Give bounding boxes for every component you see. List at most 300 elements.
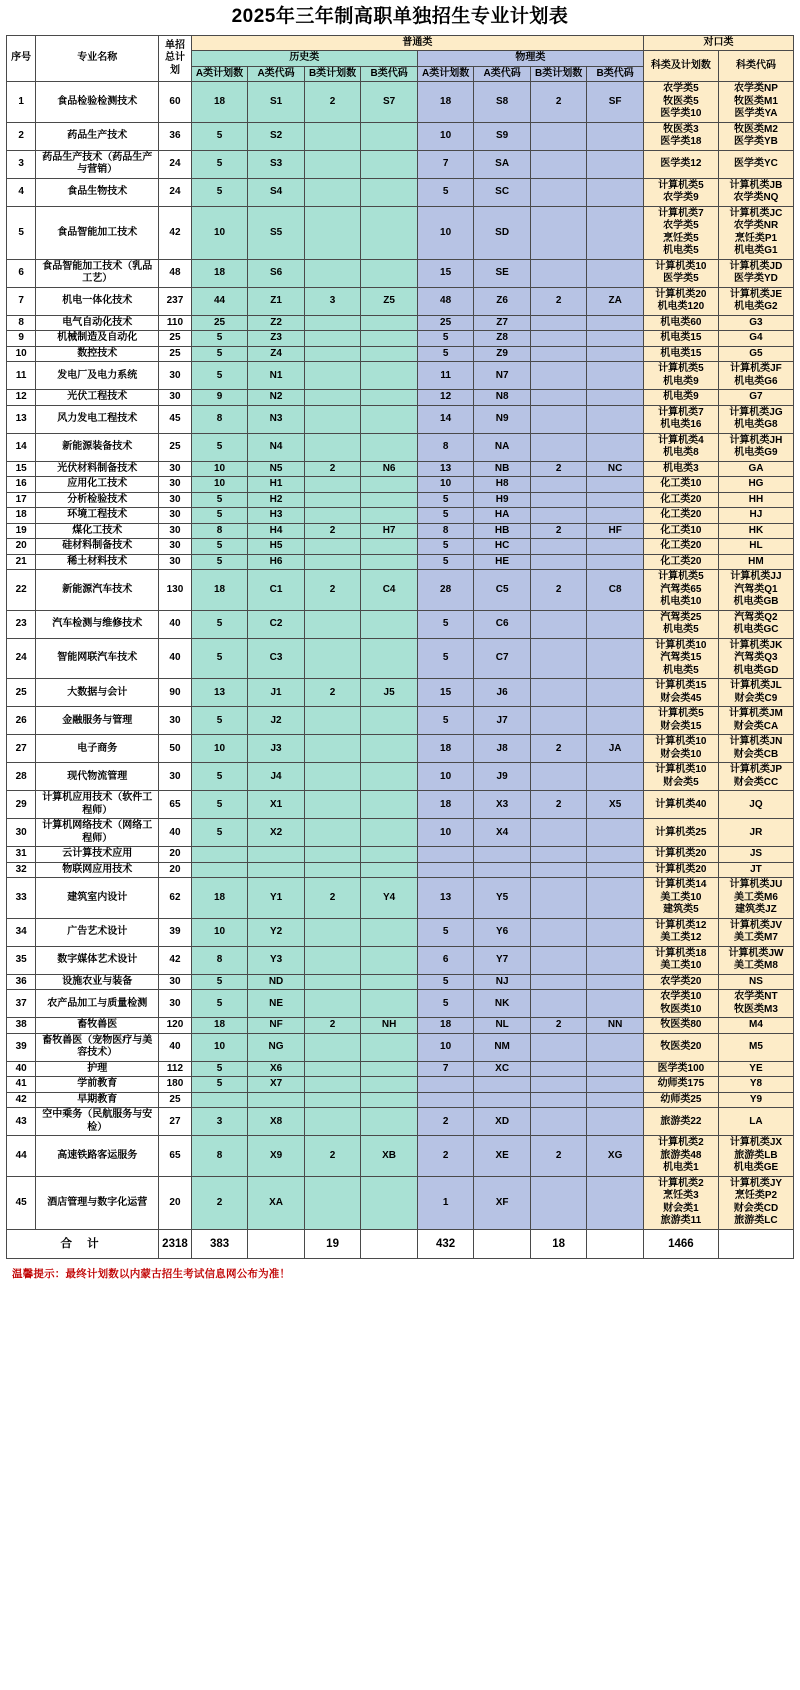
duikou-line: G4: [749, 332, 763, 344]
history-a-code: NF: [248, 1018, 305, 1034]
duikou-plan: [643, 1136, 718, 1177]
major-name: 分析检验技术: [36, 492, 159, 508]
history-a-code: N2: [248, 390, 305, 406]
physics-a-plan: 8: [417, 523, 474, 539]
duikou-code: [718, 1033, 793, 1061]
duikou-line: 美工类M7: [734, 932, 778, 944]
duikou-plan: [643, 390, 718, 406]
duikou-line: 幼师类175: [657, 1078, 705, 1090]
duikou-plan: [643, 1176, 718, 1229]
row-index: 21: [7, 554, 36, 570]
history-a-code: X8: [248, 1108, 305, 1136]
total-plan: 65: [159, 791, 192, 819]
row-index: 7: [7, 287, 36, 315]
total-plan: 180: [159, 1077, 192, 1093]
duikou-code: [718, 1061, 793, 1077]
total-plan: 27: [159, 1108, 192, 1136]
physics-b-code: [587, 178, 644, 206]
row-index: 5: [7, 206, 36, 259]
physics-a-plan: 13: [417, 461, 474, 477]
table-row: [7, 287, 794, 315]
duikou-line: 化工类20: [660, 493, 702, 505]
duikou-code: [718, 346, 793, 362]
duikou-code: [718, 763, 793, 791]
duikou-line: 计算机类JB: [729, 179, 783, 191]
physics-b-plan: 2: [530, 791, 587, 819]
physics-a-code: [474, 1077, 531, 1093]
total-history-b: 19: [304, 1229, 361, 1258]
row-index: 20: [7, 539, 36, 555]
duikou-line: 化工类20: [660, 555, 702, 567]
duikou-line: 机电类15: [660, 332, 702, 344]
history-b-plan: [304, 638, 361, 679]
major-name: 护理: [36, 1061, 159, 1077]
physics-a-plan: 1: [417, 1176, 474, 1229]
total-plan: 30: [159, 508, 192, 524]
history-a-code: ND: [248, 974, 305, 990]
physics-a-code: X4: [474, 819, 531, 847]
major-name: 光伏工程技术: [36, 390, 159, 406]
duikou-code: [718, 461, 793, 477]
duikou-line: 烹饪类3: [663, 1190, 699, 1202]
physics-a-code: N7: [474, 362, 531, 390]
history-a-plan: 2: [191, 1176, 248, 1229]
duikou-line: 汽驾类65: [660, 583, 702, 595]
duikou-line: 美工类10: [660, 891, 702, 903]
duikou-plan: [643, 679, 718, 707]
duikou-line: 计算机类15: [655, 680, 707, 692]
duikou-line: 计算机类20: [655, 863, 707, 875]
history-a-code: S3: [248, 150, 305, 178]
duikou-plan: [643, 331, 718, 347]
duikou-line: 计算机类7: [658, 207, 704, 219]
physics-b-code: [587, 974, 644, 990]
history-b-plan: [304, 946, 361, 974]
physics-a-plan: 12: [417, 390, 474, 406]
history-b-plan: 2: [304, 461, 361, 477]
duikou-line: 农学类5: [663, 220, 699, 232]
table-row: [7, 1033, 794, 1061]
table-row: [7, 405, 794, 433]
history-a-plan: 5: [191, 707, 248, 735]
physics-b-plan: [530, 433, 587, 461]
total-plan: 30: [159, 362, 192, 390]
duikou-line: 医学类10: [660, 108, 702, 120]
physics-a-code: SD: [474, 206, 531, 259]
total-plan: 25: [159, 346, 192, 362]
history-a-code: J1: [248, 679, 305, 707]
row-index: 9: [7, 331, 36, 347]
physics-b-code: [587, 477, 644, 493]
physics-b-code: [587, 405, 644, 433]
physics-a-code: Z9: [474, 346, 531, 362]
table-header: [7, 35, 794, 82]
physics-a-plan: 10: [417, 819, 474, 847]
duikou-code: [718, 990, 793, 1018]
physics-a-code: HB: [474, 523, 531, 539]
total-plan: 48: [159, 259, 192, 287]
duikou-line: 计算机类JJ: [730, 571, 782, 583]
history-a-code: X6: [248, 1061, 305, 1077]
history-b-plan: [304, 477, 361, 493]
physics-a-plan: 5: [417, 346, 474, 362]
enrollment-plan-table: [6, 35, 794, 1259]
total-plan: 45: [159, 405, 192, 433]
physics-a-plan: 10: [417, 206, 474, 259]
history-a-code: Y2: [248, 918, 305, 946]
duikou-plan: [643, 974, 718, 990]
history-a-code: Z1: [248, 287, 305, 315]
row-index: 34: [7, 918, 36, 946]
physics-b-plan: [530, 390, 587, 406]
duikou-plan: [643, 1018, 718, 1034]
history-a-plan: 5: [191, 974, 248, 990]
physics-b-plan: [530, 990, 587, 1018]
physics-b-plan: [530, 1176, 587, 1229]
physics-a-plan: 10: [417, 477, 474, 493]
total-plan: 30: [159, 477, 192, 493]
duikou-code: [718, 508, 793, 524]
table-row: [7, 259, 794, 287]
history-a-plan: 5: [191, 539, 248, 555]
total-plan: 30: [159, 554, 192, 570]
duikou-plan: [643, 492, 718, 508]
total-plan: 25: [159, 433, 192, 461]
duikou-plan: [643, 946, 718, 974]
history-a-plan: 5: [191, 1077, 248, 1093]
duikou-line: HK: [748, 524, 764, 536]
table-body: [7, 82, 794, 1230]
physics-b-code: [587, 1061, 644, 1077]
physics-a-plan: 5: [417, 610, 474, 638]
major-name: 机械制造及自动化: [36, 331, 159, 347]
duikou-plan: [643, 362, 718, 390]
history-b-code: [361, 122, 418, 150]
physics-b-plan: 2: [530, 523, 587, 539]
major-name: 环境工程技术: [36, 508, 159, 524]
physics-b-plan: [530, 508, 587, 524]
total-plan: 25: [159, 1092, 192, 1108]
major-name: 设施农业与装备: [36, 974, 159, 990]
table-row: [7, 523, 794, 539]
table-row: [7, 346, 794, 362]
history-b-plan: [304, 974, 361, 990]
physics-b-plan: [530, 122, 587, 150]
header-physics-b-code: B类代码: [587, 66, 644, 82]
physics-b-plan: [530, 315, 587, 331]
physics-a-plan: 5: [417, 508, 474, 524]
physics-b-plan: 2: [530, 1136, 587, 1177]
duikou-line: 医学类YC: [734, 158, 778, 170]
row-index: 31: [7, 847, 36, 863]
physics-b-code: [587, 492, 644, 508]
duikou-line: HL: [749, 540, 763, 552]
history-a-code: J3: [248, 735, 305, 763]
total-plan: 110: [159, 315, 192, 331]
history-b-plan: [304, 791, 361, 819]
duikou-line: HG: [748, 478, 764, 490]
table-row: [7, 362, 794, 390]
physics-a-code: H8: [474, 477, 531, 493]
row-index: 25: [7, 679, 36, 707]
history-a-code: H6: [248, 554, 305, 570]
major-name: 大数据与会计: [36, 679, 159, 707]
total-plan: 130: [159, 570, 192, 611]
history-b-code: [361, 610, 418, 638]
table-row: [7, 331, 794, 347]
total-label: 合 计: [7, 1229, 159, 1258]
header-total-line2: 总计划: [164, 52, 185, 76]
physics-b-code: [587, 763, 644, 791]
duikou-line: 建筑类5: [663, 904, 699, 916]
history-a-plan: 18: [191, 878, 248, 919]
duikou-line: 化工类10: [660, 524, 702, 536]
duikou-line: 牧医类M3: [734, 1003, 778, 1015]
history-a-code: Z2: [248, 315, 305, 331]
duikou-line: 医学类5: [663, 273, 699, 285]
physics-a-code: XC: [474, 1061, 531, 1077]
total-plan: 30: [159, 974, 192, 990]
history-b-plan: [304, 433, 361, 461]
table-row: [7, 819, 794, 847]
history-a-plan: 5: [191, 433, 248, 461]
physics-a-plan: [417, 1092, 474, 1108]
history-a-code: NE: [248, 990, 305, 1018]
table-row: [7, 679, 794, 707]
table-row: [7, 735, 794, 763]
duikou-line: 烹饪类P1: [734, 232, 778, 244]
duikou-code: [718, 570, 793, 611]
duikou-plan: [643, 433, 718, 461]
physics-a-plan: 5: [417, 990, 474, 1018]
row-index: 45: [7, 1176, 36, 1229]
total-plan: 60: [159, 82, 192, 123]
duikou-line: 机电类16: [660, 419, 702, 431]
history-b-plan: 2: [304, 679, 361, 707]
physics-a-code: XE: [474, 1136, 531, 1177]
duikou-code: [718, 554, 793, 570]
major-name: 机电一体化技术: [36, 287, 159, 315]
total-plan: 42: [159, 946, 192, 974]
major-name: 智能网联汽车技术: [36, 638, 159, 679]
physics-b-code: [587, 679, 644, 707]
total-plan: 24: [159, 150, 192, 178]
major-name: 农产品加工与质量检测: [36, 990, 159, 1018]
physics-b-code: HF: [587, 523, 644, 539]
physics-a-code: C7: [474, 638, 531, 679]
history-b-code: [361, 1033, 418, 1061]
physics-b-code: ZA: [587, 287, 644, 315]
physics-a-code: C6: [474, 610, 531, 638]
total-row: [7, 1229, 794, 1258]
duikou-line: JR: [749, 826, 763, 838]
duikou-line: 机电类G2: [734, 301, 778, 313]
history-a-plan: 5: [191, 763, 248, 791]
physics-b-plan: [530, 1092, 587, 1108]
physics-b-plan: [530, 847, 587, 863]
physics-b-plan: [530, 974, 587, 990]
duikou-line: 机电类G6: [734, 375, 778, 387]
duikou-line: 计算机类JX: [729, 1137, 783, 1149]
duikou-line: 计算机类JY: [729, 1177, 783, 1189]
history-b-code: [361, 315, 418, 331]
physics-a-plan: 5: [417, 918, 474, 946]
physics-a-code: NA: [474, 433, 531, 461]
header-history-b-code: B类代码: [361, 66, 418, 82]
physics-b-code: [587, 315, 644, 331]
physics-b-code: [587, 346, 644, 362]
major-name: 稀土材料技术: [36, 554, 159, 570]
history-a-plan: 18: [191, 570, 248, 611]
history-b-code: [361, 735, 418, 763]
history-b-code: [361, 346, 418, 362]
duikou-line: 计算机类JK: [729, 639, 783, 651]
row-index: 15: [7, 461, 36, 477]
total-plan: 20: [159, 1176, 192, 1229]
physics-b-code: C8: [587, 570, 644, 611]
duikou-line: 化工类20: [660, 540, 702, 552]
duikou-line: 医学类12: [660, 158, 702, 170]
history-b-code: [361, 707, 418, 735]
table-row: [7, 433, 794, 461]
duikou-code: [718, 1092, 793, 1108]
duikou-line: 农学类NP: [734, 83, 778, 95]
history-b-code: [361, 390, 418, 406]
table-row: [7, 508, 794, 524]
header-index: 序号: [7, 35, 36, 82]
duikou-line: 医学类18: [660, 136, 702, 148]
history-b-plan: [304, 1092, 361, 1108]
row-index: 11: [7, 362, 36, 390]
major-name: 畜牧兽医（宠物医疗与美容技术）: [36, 1033, 159, 1061]
header-history-a-plan: A类计划数: [191, 66, 248, 82]
duikou-plan: [643, 315, 718, 331]
table-row: [7, 315, 794, 331]
physics-a-code: [474, 862, 531, 878]
duikou-line: 计算机类5: [658, 571, 704, 583]
total-physics-a: 432: [417, 1229, 474, 1258]
history-a-plan: 5: [191, 638, 248, 679]
history-a-plan: [191, 862, 248, 878]
history-b-plan: [304, 346, 361, 362]
total-plan: 40: [159, 1033, 192, 1061]
row-index: 12: [7, 390, 36, 406]
total-plan: 40: [159, 610, 192, 638]
duikou-line: 牧医类M2: [734, 123, 778, 135]
history-a-code: N1: [248, 362, 305, 390]
duikou-code: [718, 523, 793, 539]
duikou-line: 计算机类4: [658, 434, 704, 446]
table-row: [7, 461, 794, 477]
history-a-plan: 10: [191, 206, 248, 259]
history-b-plan: [304, 1176, 361, 1229]
physics-a-plan: 5: [417, 554, 474, 570]
major-name: 物联网应用技术: [36, 862, 159, 878]
physics-b-plan: [530, 405, 587, 433]
history-b-plan: [304, 492, 361, 508]
history-b-code: [361, 259, 418, 287]
major-name: 云计算技术应用: [36, 847, 159, 863]
history-a-plan: 5: [191, 610, 248, 638]
duikou-line: M5: [749, 1041, 763, 1053]
history-b-plan: [304, 405, 361, 433]
duikou-line: 财会类15: [660, 720, 702, 732]
duikou-plan: [643, 570, 718, 611]
physics-a-code: S8: [474, 82, 531, 123]
history-a-plan: 8: [191, 946, 248, 974]
physics-a-plan: 14: [417, 405, 474, 433]
total-plan: 120: [159, 1018, 192, 1034]
table-row: [7, 1061, 794, 1077]
row-index: 36: [7, 974, 36, 990]
duikou-plan: [643, 735, 718, 763]
history-b-code: J5: [361, 679, 418, 707]
history-a-plan: 5: [191, 178, 248, 206]
duikou-line: 计算机类JU: [729, 879, 783, 891]
physics-b-plan: 2: [530, 287, 587, 315]
major-name: 食品检验检测技术: [36, 82, 159, 123]
row-index: 29: [7, 791, 36, 819]
history-b-code: [361, 819, 418, 847]
duikou-line: 财会类CB: [733, 748, 779, 760]
row-index: 42: [7, 1092, 36, 1108]
duikou-plan: [643, 523, 718, 539]
history-a-code: [248, 847, 305, 863]
history-b-code: N6: [361, 461, 418, 477]
physics-a-plan: 7: [417, 1061, 474, 1077]
duikou-line: 化工类20: [660, 509, 702, 521]
total-overall: 2318: [159, 1229, 192, 1258]
duikou-line: 计算机类5: [658, 363, 704, 375]
table-row: [7, 878, 794, 919]
duikou-line: 计算机类20: [655, 288, 707, 300]
history-b-code: [361, 433, 418, 461]
physics-a-plan: 18: [417, 1018, 474, 1034]
major-name: 建筑室内设计: [36, 878, 159, 919]
duikou-line: 农学类10: [660, 991, 702, 1003]
physics-a-plan: 25: [417, 315, 474, 331]
physics-b-code: [587, 707, 644, 735]
physics-b-code: [587, 1077, 644, 1093]
major-name: 汽车检测与维修技术: [36, 610, 159, 638]
major-name: 食品智能加工技术: [36, 206, 159, 259]
duikou-plan: [643, 791, 718, 819]
physics-a-plan: 5: [417, 974, 474, 990]
duikou-plan: [643, 878, 718, 919]
major-name: 酒店管理与数字化运营: [36, 1176, 159, 1229]
physics-b-plan: [530, 819, 587, 847]
duikou-line: 化工类10: [660, 478, 702, 490]
page-title: 2025年三年制高职单独招生专业计划表: [231, 6, 569, 27]
row-index: 22: [7, 570, 36, 611]
header-group-duikou: 对口类: [643, 35, 793, 51]
duikou-code: [718, 315, 793, 331]
header-history-a-code: A类代码: [248, 66, 305, 82]
table-row: [7, 974, 794, 990]
physics-b-plan: [530, 638, 587, 679]
total-plan: 36: [159, 122, 192, 150]
duikou-line: 计算机类40: [655, 798, 707, 810]
duikou-line: 计算机类JE: [729, 288, 783, 300]
duikou-line: Y9: [749, 1093, 763, 1105]
duikou-line: 机电类9: [663, 375, 699, 387]
physics-a-plan: 5: [417, 331, 474, 347]
physics-b-plan: 2: [530, 570, 587, 611]
physics-b-plan: 2: [530, 82, 587, 123]
duikou-line: 机电类5: [663, 664, 699, 676]
total-plan: 30: [159, 523, 192, 539]
history-a-plan: 5: [191, 122, 248, 150]
